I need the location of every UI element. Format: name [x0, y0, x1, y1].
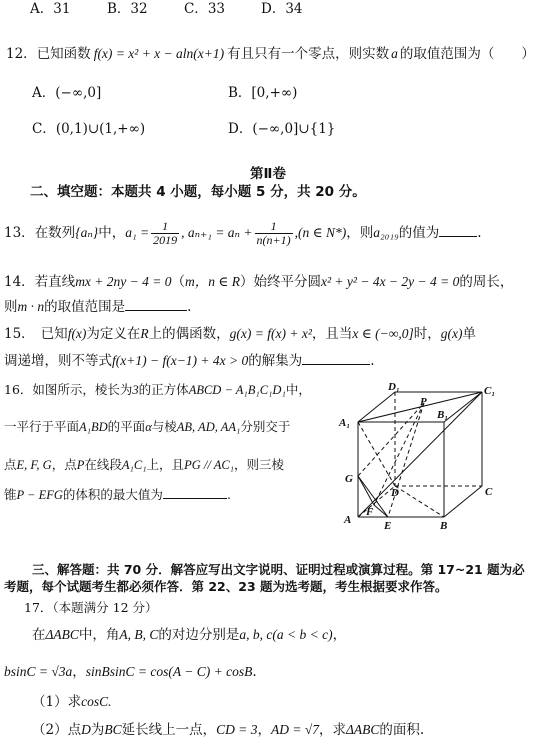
q12-option-b: B．[0,+∞)	[228, 85, 298, 101]
q16-P: P	[76, 458, 85, 472]
q12-text-after: 的取值范围为（ ）	[399, 46, 535, 62]
q17-p2a: （2）点	[32, 722, 82, 738]
q13-t3: ，则	[346, 225, 374, 241]
label-P: P	[420, 396, 427, 408]
q15-t6: 单	[462, 326, 476, 342]
q17-eq2-end: .	[252, 664, 257, 680]
q14-l1b: （	[171, 274, 186, 290]
q13-answer-blank[interactable]	[439, 224, 477, 237]
q12-option-c: C．(0,1)∪(1,+∞)	[32, 121, 146, 137]
q16-seg: A₁C₁	[121, 458, 147, 472]
option-c: C．33	[184, 1, 226, 17]
q17-p2f: 的面积.	[379, 722, 425, 738]
q17-eq1: bsinC = √3a	[4, 664, 73, 679]
q15-cond: x ∈ (−∞,0]	[352, 326, 414, 341]
line-pf-hidden	[374, 403, 424, 505]
edge-bc	[444, 486, 482, 517]
q15-line1	[4, 325, 476, 343]
q13-frac2-den: n(n+1)	[256, 233, 291, 247]
q12-option-a: A．(−∞,0]	[32, 85, 102, 101]
line-gf	[358, 476, 374, 505]
q16-l1b: 的正方体	[138, 382, 189, 397]
q14-l1c: ）始终平分圆	[240, 274, 322, 290]
option-b: B．32	[107, 1, 148, 17]
q16-line1	[4, 381, 311, 399]
q16-l3e: ，则三棱	[234, 457, 285, 472]
q17-p2b: 为	[90, 722, 105, 738]
option-a: A．31	[30, 1, 71, 17]
q12-option-d: D．(−∞,0]∪{1}	[228, 121, 336, 137]
q15-t3: 上的偶函数，	[148, 326, 230, 342]
q16-line2	[4, 418, 290, 436]
q14-line2	[4, 298, 191, 316]
q14-l1d: 的周长，	[459, 274, 514, 290]
q16-l3a: 点	[4, 457, 17, 472]
q17-sep: ，	[72, 664, 86, 680]
q16-par: PG // AC₁	[184, 458, 235, 472]
q17-l1a: 在	[32, 627, 46, 643]
q17-l1b: 中，角	[78, 627, 120, 643]
q14-line1	[4, 273, 513, 291]
q13-frac2	[255, 220, 293, 247]
q12-var: a	[391, 46, 398, 61]
q16-end: .	[226, 487, 231, 502]
q15-l2a: 调递增，则不等式	[4, 353, 112, 369]
section3-line2: 考题，每个试题考生都必须作答．第 22、23 题为选考题，考生根据要求作答。	[4, 579, 448, 594]
q13-frac1-num: 1	[151, 220, 179, 234]
q16-number: 16．	[4, 382, 33, 397]
q16-plane: A₁BD	[79, 420, 108, 434]
q15-f: f(x)	[67, 326, 87, 341]
q17-part2	[32, 721, 424, 739]
q17-p2-BC: BC	[104, 722, 122, 737]
q14-l2a: 则	[4, 299, 18, 315]
q16-line4	[4, 486, 231, 504]
q14-answer-blank[interactable]	[125, 298, 187, 311]
q15-t5: 时，	[413, 326, 441, 342]
q16-l2b: 的平面	[107, 419, 146, 434]
q15-answer-blank[interactable]	[302, 352, 370, 365]
q17-p2-tri: ΔABC	[346, 722, 380, 737]
q16-l2a: 一平行于平面	[4, 419, 80, 434]
q16-pts: E, F, G	[16, 458, 52, 472]
section3-line1: 三、解答题：共 70 分．解答应写出文字说明、证明过程或演算过程。第 17~21 题为必	[32, 562, 525, 577]
line-pe-hidden	[388, 403, 424, 517]
label-A1: A₁	[339, 417, 351, 429]
q16-l2c: 与棱	[151, 419, 177, 434]
q15-number: 15．	[4, 326, 35, 342]
q17-p1a: （1）求	[32, 694, 82, 710]
q17-sides: a, b, c(a < b < c)	[239, 627, 333, 642]
q15-g2: g(x)	[440, 326, 463, 341]
q16-alpha: α	[145, 420, 152, 434]
q17-p2-cd: CD = 3	[216, 722, 258, 737]
q13-t4: 的值为	[398, 225, 440, 241]
q17-tri: ΔABC	[45, 627, 79, 642]
q17-eq2: sinBsinC = cos(A − C) + cosB	[85, 664, 253, 679]
q12-function: f(x) = x² + x − aln(x+1)	[93, 46, 225, 61]
q13-frac1	[151, 220, 179, 247]
q16-line3	[4, 456, 284, 474]
q15-t2: 为定义在	[86, 326, 141, 342]
q16-l4a: 锥	[4, 487, 17, 502]
q12-stem	[6, 45, 535, 63]
label-D: D	[391, 487, 399, 499]
q14-circle: x² + y² − 4x − 2y − 4 = 0	[321, 274, 460, 289]
q14-l1a: 若直线	[34, 274, 76, 290]
label-D1: D₁	[388, 381, 400, 393]
q17-p2e: ，求	[319, 722, 346, 738]
q16-l1c: 中，	[285, 382, 311, 397]
q17-angles: A, B, C	[119, 627, 159, 642]
q15-line2	[4, 352, 375, 370]
q12-text-before: 已知函数	[36, 46, 91, 62]
q14-mn-cond: m，n ∈ R	[185, 274, 241, 289]
cube-figure	[335, 378, 535, 530]
q14-number: 14．	[4, 274, 35, 290]
q17-number: 17．（本题满分 12 分）	[24, 600, 158, 615]
q17-l1d: ，	[332, 627, 347, 643]
q16-l2d: 分别交于	[240, 419, 291, 434]
section2-header: 二、填空题：本题共 4 小题，每小题 5 分，共 20 分。	[30, 184, 366, 200]
q17-line2	[4, 663, 257, 681]
q16-edge: 3	[132, 383, 139, 397]
q12-number: 12．	[6, 46, 37, 62]
q17-p2-D: D	[81, 722, 91, 737]
q16-l3d: 上，且	[146, 457, 185, 472]
q13-seq: {aₙ}	[75, 225, 99, 240]
line-a1d-hidden	[358, 422, 395, 486]
q16-l1a: 如图所示，棱长为	[32, 382, 133, 397]
q13-frac1-den: 2019	[153, 233, 178, 247]
q15-ineq: f(x+1) − f(x−1) + 4x > 0	[112, 353, 249, 368]
label-A: A	[344, 514, 352, 526]
q17-p2c: 延长线上一点，	[121, 722, 217, 738]
line-bd-hidden	[395, 486, 444, 517]
q14-end: .	[187, 299, 192, 315]
section2-title: 第Ⅱ卷	[250, 166, 286, 182]
q16-edges: AB, AD, AA₁	[176, 420, 241, 434]
label-G: G	[345, 473, 353, 485]
q13-recurrence: , aₙ₊₁ = aₙ +	[181, 225, 253, 240]
q16-l4b: 的体积的最大值为	[62, 487, 163, 502]
q13-a1: a₁ =	[125, 225, 150, 240]
q12-text-mid: 有且只有一个零点，则实数	[227, 46, 390, 62]
label-B: B	[440, 520, 448, 530]
q16-l3b: ，点	[51, 457, 77, 472]
q13-end: .	[477, 225, 482, 241]
q17-line1	[32, 626, 346, 644]
q17-part1	[32, 693, 111, 711]
q16-pyr: P − EFG	[16, 488, 63, 502]
q13-target: a₂₀₁₉	[373, 225, 399, 240]
q15-t4: ，且当	[311, 326, 353, 342]
label-B1: B₁	[437, 409, 449, 421]
q16-cube: ABCD − A₁B₁C₁D₁	[188, 383, 286, 397]
label-C: C	[485, 486, 493, 498]
option-d: D．34	[261, 1, 303, 17]
q13-number: 13．	[4, 225, 35, 241]
q13-t2: 中，	[98, 225, 126, 241]
q17-p1-expr: cosC.	[81, 694, 112, 709]
q13	[4, 220, 482, 247]
label-F: F	[366, 506, 374, 518]
q15-R: R	[140, 326, 149, 341]
q15-t1: 已知	[40, 326, 68, 342]
q16-answer-blank[interactable]	[163, 486, 227, 499]
label-C1: C₁	[484, 385, 496, 397]
q13-t1: 在数列	[34, 225, 76, 241]
q14-line-eq: mx + 2ny − 4 = 0	[75, 274, 172, 289]
q15-end: .	[370, 353, 375, 369]
q16-l3c: 在线段	[84, 457, 122, 472]
q17-p2d: ，	[257, 722, 271, 738]
q13-cond: ,(n ∈ N*)	[294, 225, 347, 240]
q14-prod: m · n	[17, 299, 45, 314]
q13-frac2-num: 1	[255, 220, 293, 234]
q15-g: g(x) = f(x) + x²	[229, 326, 312, 341]
q15-l2b: 的解集为	[248, 353, 303, 369]
q17-p2-ad: AD = √7	[270, 722, 319, 737]
q14-l2b: 的取值范围是	[44, 299, 126, 315]
label-E: E	[384, 520, 392, 530]
q17-l1c: 的对边分别是	[158, 627, 240, 643]
